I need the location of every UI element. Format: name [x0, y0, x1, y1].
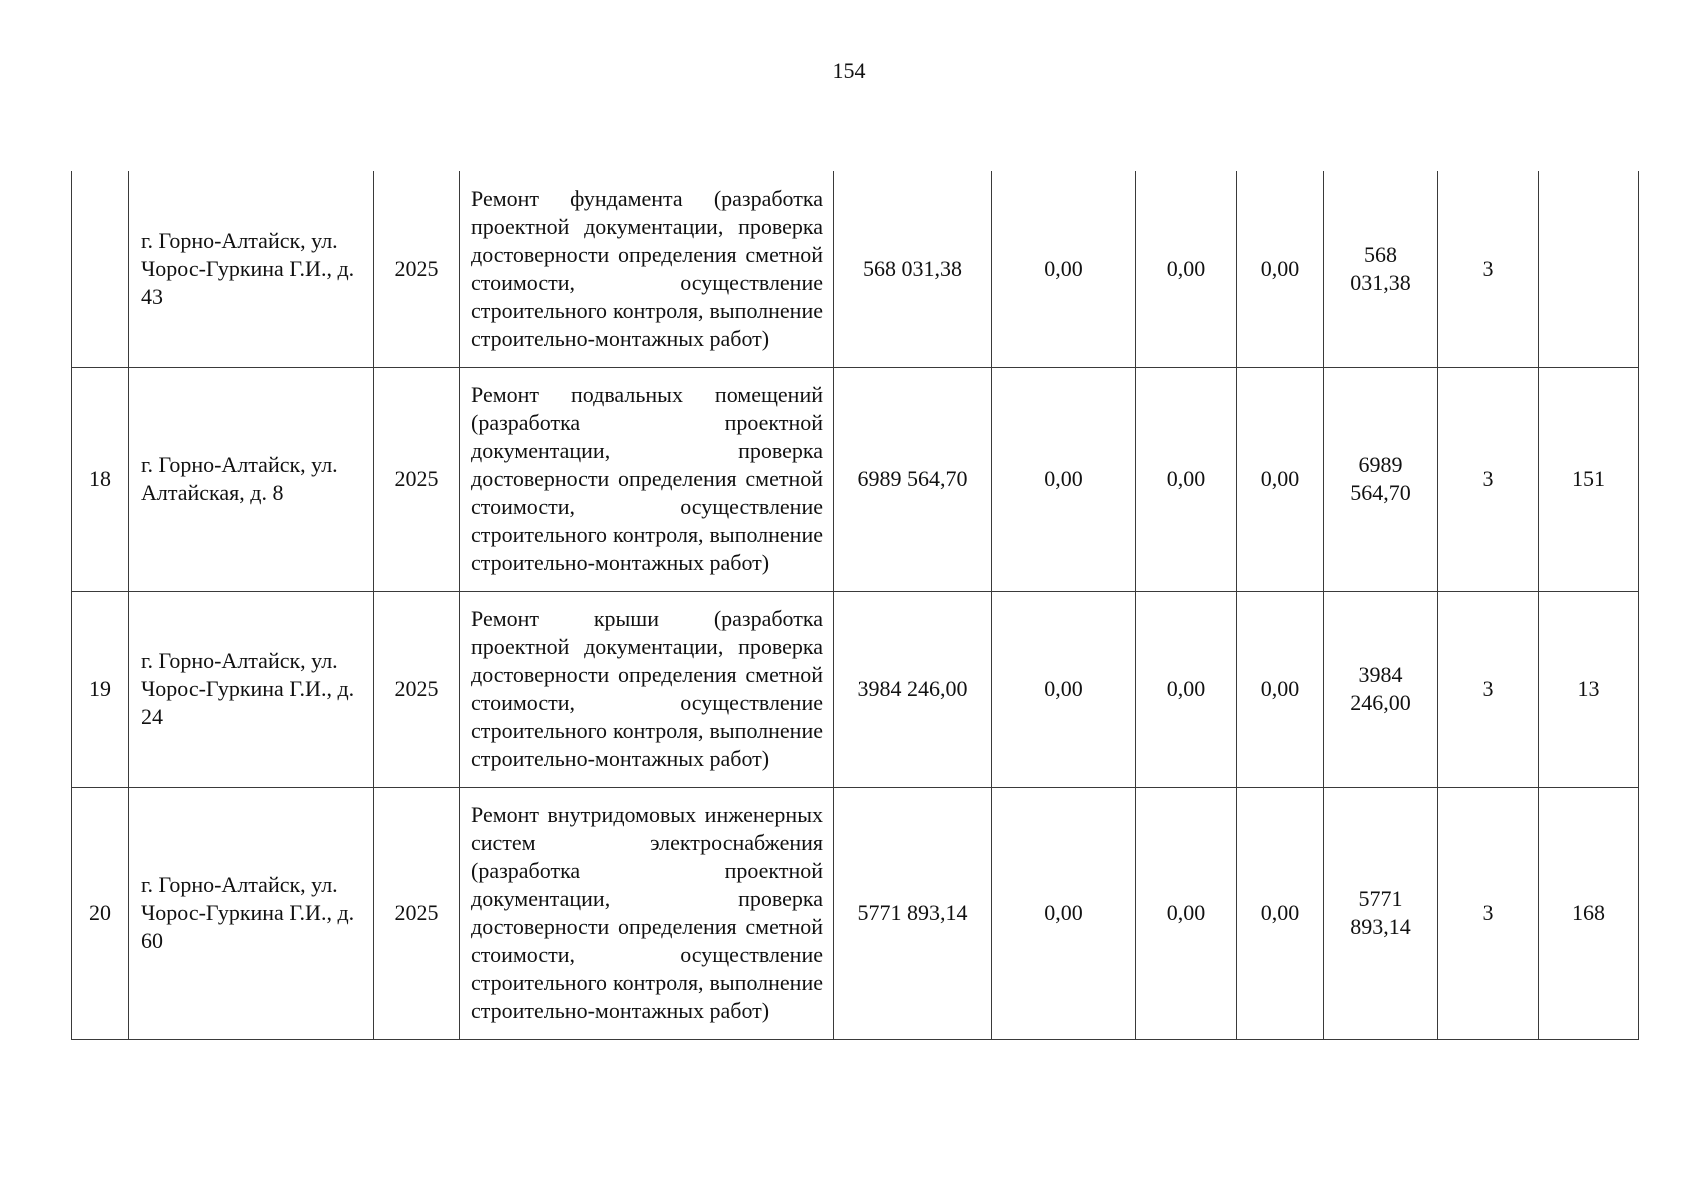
year-cell: 2025 [374, 591, 460, 787]
owner-funds-cell [1324, 787, 1438, 1039]
work-description-last-line: строительно-монтажных работ) [471, 325, 770, 351]
work-description-text: Ремонт крыши (разработка проектной документации, проверка достоверности определения сметной стоимости, осуществление строительного контроля, выполнение [471, 606, 823, 743]
funding-cell-b: 0,00 [1136, 367, 1237, 591]
column-three-value: 3 [1438, 367, 1539, 591]
work-description-text: Ремонт подвальных помещений (разработка проектной документации, проверка достоверности определения сметной стоимости, осуществление строительного контроля, выполнение [471, 382, 823, 547]
owner-funds-line-2: 031,38 [1350, 269, 1411, 295]
total-cost-cell: 568 031,38 [834, 171, 992, 367]
total-cost-cell: 6989 564,70 [834, 367, 992, 591]
area-cell: 13 [1539, 591, 1639, 787]
table-row [72, 171, 1639, 367]
owner-funds-cell [1324, 367, 1438, 591]
table-row [72, 367, 1639, 591]
funding-cell-b: 0,00 [1136, 171, 1237, 367]
funding-cell-b: 0,00 [1136, 591, 1237, 787]
work-description-text: Ремонт внутридомовых инженерных систем электроснабжения (разработка проектной документации, проверка достоверности определения сметной стоимости, осуществление строительного контроля, выполнение [471, 802, 823, 995]
funding-cell-c: 0,00 [1237, 367, 1324, 591]
row-number: 20 [72, 787, 129, 1039]
column-three-value: 3 [1438, 591, 1539, 787]
funding-cell-a: 0,00 [992, 591, 1136, 787]
year-cell: 2025 [374, 171, 460, 367]
works-table [71, 171, 1639, 1040]
column-three-value: 3 [1438, 171, 1539, 367]
table-row [72, 591, 1639, 787]
owner-funds-line-2: 564,70 [1350, 480, 1411, 505]
row-number: 19 [72, 591, 129, 787]
address-cell: г. Горно-Алтайск, ул. Чорос-Гуркина Г.И., д. 43 [129, 171, 374, 367]
work-description-cell [460, 171, 834, 367]
year-cell: 2025 [374, 367, 460, 591]
owner-funds-line-2: 893,14 [1350, 914, 1411, 939]
column-three-value: 3 [1438, 787, 1539, 1039]
work-description-cell [460, 591, 834, 787]
funding-cell-c: 0,00 [1237, 171, 1324, 367]
owner-funds-line-2: 246,00 [1350, 690, 1411, 715]
area-cell: 168 [1539, 787, 1639, 1039]
owner-funds-line-1: 3984 [1358, 662, 1403, 687]
owner-funds-line-1: 6989 [1358, 452, 1403, 477]
funding-cell-a: 0,00 [992, 787, 1136, 1039]
funding-cell-c: 0,00 [1237, 787, 1324, 1039]
owner-funds-line-1: 5771 [1358, 886, 1403, 911]
work-description-last-line: строительно-монтажных работ) [471, 998, 770, 1023]
address-cell: г. Горно-Алтайск, ул. Чорос-Гуркина Г.И., д. 24 [129, 591, 374, 787]
work-description-text: Ремонт фундамента (разработка проектной документации, проверка достоверности определения сметной стоимости, осуществление строительного контроля, выполнение [471, 185, 823, 323]
work-description-cell [460, 367, 834, 591]
table-row [72, 787, 1639, 1039]
area-cell: 151 [1539, 367, 1639, 591]
page-number: 154 [832, 58, 866, 83]
work-description-last-line: строительно-монтажных работ) [471, 550, 770, 575]
funding-cell-a: 0,00 [992, 367, 1136, 591]
funding-cell-a: 0,00 [992, 171, 1136, 367]
total-cost-cell: 3984 246,00 [834, 591, 992, 787]
row-number [72, 171, 129, 367]
row-number: 18 [72, 367, 129, 591]
address-cell: г. Горно-Алтайск, ул. Алтайская, д. 8 [129, 367, 374, 591]
work-description-cell [460, 787, 834, 1039]
year-cell: 2025 [374, 787, 460, 1039]
funding-cell-c: 0,00 [1237, 591, 1324, 787]
funding-cell-b: 0,00 [1136, 787, 1237, 1039]
owner-funds-cell [1324, 591, 1438, 787]
owner-funds-cell [1324, 171, 1438, 367]
owner-funds-line-1: 568 [1364, 241, 1397, 267]
total-cost-cell: 5771 893,14 [834, 787, 992, 1039]
address-cell: г. Горно-Алтайск, ул. Чорос-Гуркина Г.И., д. 60 [129, 787, 374, 1039]
area-cell [1539, 171, 1639, 367]
work-description-last-line: строительно-монтажных работ) [471, 746, 770, 771]
